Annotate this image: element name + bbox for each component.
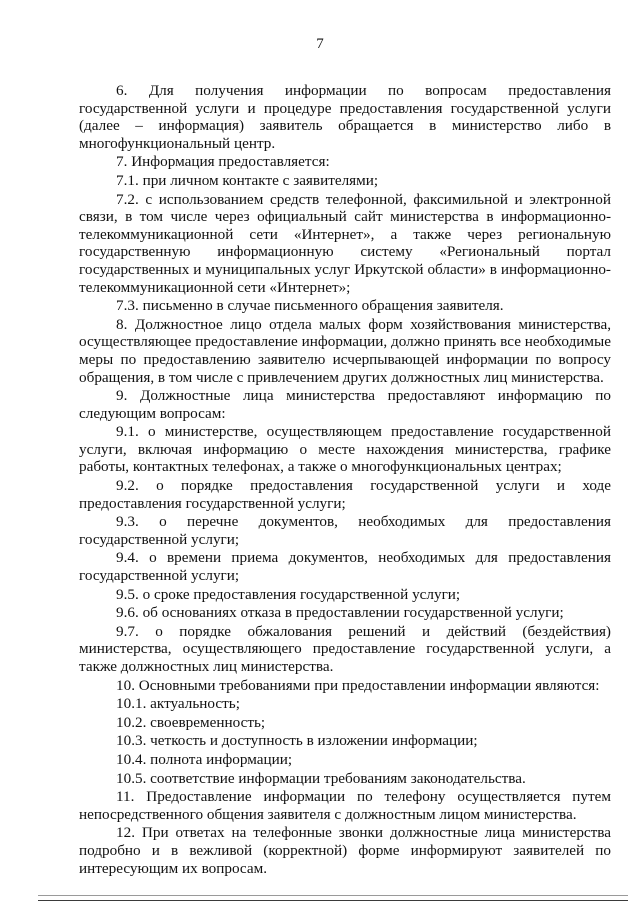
paragraph-9: 9. Должностные лица министерства предоставляют информацию по следующим вопросам:: [79, 387, 611, 422]
paragraph-10-2: 10.2. своевременность;: [116, 713, 266, 731]
paragraph-9-5: 9.5. о сроке предоставления государственной услуги;: [116, 585, 461, 603]
scan-edge-top: [38, 895, 628, 896]
paragraph-10-3: 10.3. четкость и доступность в изложении информации;: [116, 732, 478, 750]
paragraph-9-1: 9.1. о министерстве, осуществляющем предоставление государственной услуги, включая информацию о месте нахождения министерства, графике работы, контактных телефонах, а также о многофункциональных центрах;: [79, 423, 611, 476]
paragraph-9-3: 9.3. о перечне документов, необходимых для предоставления государственной услуги;: [79, 513, 611, 548]
paragraph-10-1: 10.1. актуальность;: [116, 695, 240, 713]
paragraph-10: 10. Основными требованиями при предоставлении информации являются:: [116, 676, 600, 694]
page-number: 7: [316, 36, 324, 52]
paragraph-9-7: 9.7. о порядке обжалования решений и действий (бездействия) министерства, осуществляющего предоставление государственной услуги, а также должностных лиц министерства.: [79, 622, 611, 675]
paragraph-9-4: 9.4. о времени приема документов, необходимых для предоставления государственной услуги;: [79, 549, 611, 585]
paragraph-7: 7. Информация предоставляется:: [116, 153, 330, 171]
paragraph-7-1: 7.1. при личном контакте с заявителями;: [116, 171, 379, 189]
paragraph-10-4: 10.4. полнота информации;: [116, 750, 293, 768]
paragraph-12: 12. При ответах на телефонные звонки должностные лица министерства подробно и в вежливой (корректной) форме информируют заявителей по интересующим их вопросам.: [79, 824, 611, 877]
paragraph-11: 11. Предоставление информации по телефону осуществляется путем непосредственного общения заявителя с должностным лицом министерства.: [79, 788, 611, 823]
scan-edge-bottom: [38, 900, 628, 901]
paragraph-9-6: 9.6. об основаниях отказа в предоставлении государственной услуги;: [116, 604, 564, 622]
paragraph-6: 6. Для получения информации по вопросам предоставления государственной услуги и процедуре предоставления государственной услуги (далее – информация) заявитель обращается в министерство либо в многофункциональный центр.: [79, 82, 611, 152]
paragraph-8: 8. Должностное лицо отдела малых форм хозяйствования министерства, осуществляющее предоставление информации, должно принять все необходимые меры по предоставлению заявителю исчерпывающей информации по вопросу обращения, в том числе с привлечением других должностных лиц министерства.: [79, 315, 611, 386]
paragraph-7-2: 7.2. с использованием средств телефонной, факсимильной и электронной связи, в том числе через официальный сайт министерства в информационно-телекоммуникационной сети «Интернет», а также через региональную государственную информационную систему «Региональный портал государственных и муниципальных услуг Иркутской области» в информационно-телекоммуникационной сети «Интернет»;: [79, 190, 611, 296]
paragraph-9-2: 9.2. о порядке предоставления государственной услуги и ходе предоставления государственной услуги;: [79, 477, 611, 512]
document-body: [79, 82, 611, 878]
paragraph-10-5: 10.5. соответствие информации требованиям законодательства.: [116, 769, 526, 787]
paragraph-7-3: 7.3. письменно в случае письменного обращения заявителя.: [116, 297, 504, 315]
